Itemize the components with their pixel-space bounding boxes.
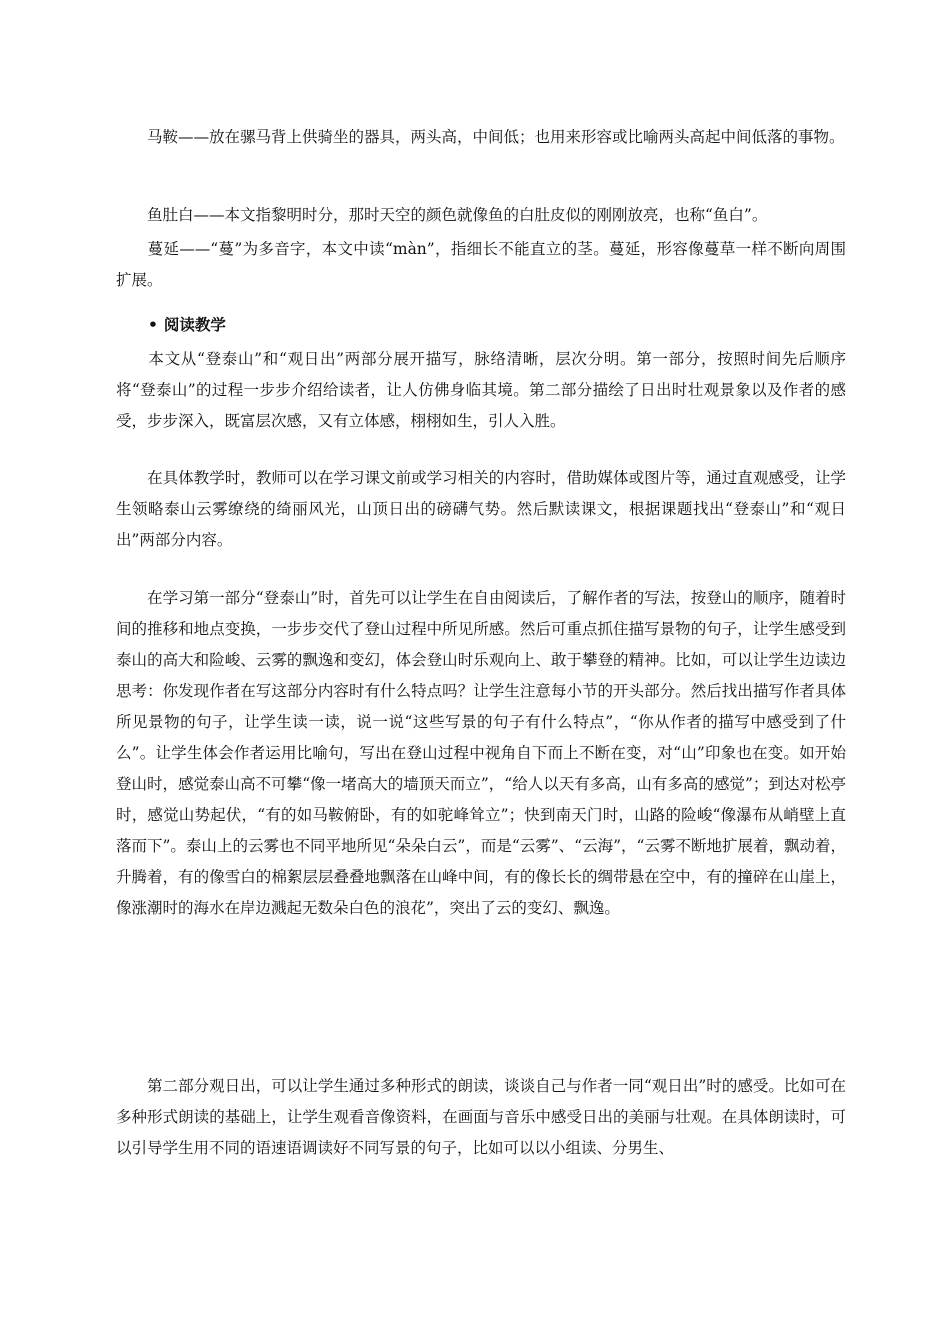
section-heading xyxy=(148,310,878,341)
bullet-icon: • xyxy=(148,316,158,334)
paragraph-teaching-method: 在具体教学时，教师可以在学习课文前或学习相关的内容时，借助媒体或图片等，通过直观感受，让学生领略泰山云雾缭绕的绮丽风光，山顶日出的磅礴气势。然后默读课文，根据课题找出“登泰山”和“观日出”两部分内容。 xyxy=(116,469,846,549)
paragraph-saddle-definition: 马鞍——放在骡马背上供骑坐的器具，两头高，中间低；也用来形容或比喻两头高起中间低落的事物。 xyxy=(116,128,845,146)
paragraph-climbing-section: 在学习第一部分“登泰山”时，首先可以让学生在自由阅读后，了解作者的写法，按登山的顺序，随着时间的推移和地点变换，一步步交代了登山过程中所见所感。然后可重点抓住描写景物的句子，让学生感受到泰山的高大和险峻、云雾的飘逸和变幻，体会登山时乐观向上、敢于攀登的精神。比如，可以让学生边读边思考：你发现作者在写这部分内容时有什么特点吗？让学生注意每小节的开头部分。然后找出描写作者具体所见景物的句子，让学生读一读，说一说“这些写景的句子有什么特点”，“你从作者的描写中感受到了什么”。让学生体会作者运用比喻句，写出在登山过程中视角自下而上不断在变，对“山”印象也在变。如开始登山时，感觉泰山高不可攀“像一堵高大的墙顶天而立”，“给人以天有多高，山有多高的感觉”；到达对松亭时，感觉山势起伏，“有的如马鞍俯卧，有的如驼峰耸立”；快到南天门时，山路的险峻“像瀑布从峭壁上直落而下”。泰山上的云雾也不同平地所见“朵朵白云”，而是“云雾”、“云海”，“云雾不断地扩展着，飘动着，升腾着，有的像雪白的棉絮层层叠叠地飘落在山峰中间，有的像长长的绸带悬在空中，有的撞碎在山崖上，像涨潮时的海水在岸边溅起无数朵白色的浪花”，突出了云的变幻、飘逸。 xyxy=(116,589,846,917)
paragraph-structure-overview: 本文从“登泰山”和“观日出”两部分展开描写，脉络清晰，层次分明。第一部分，按照时间先后顺序将“登泰山”的过程一步步介绍给读者，让人仿佛身临其境。第二部分描绘了日出时壮观景象以及作者的感受，步步深入，既富层次感，又有立体感，栩栩如生，引人入胜。 xyxy=(116,350,846,430)
paragraph-spread-definition: 蔓延——“蔓”为多音字，本文中读“màn”，指细长不能直立的茎。蔓延，形容像蔓草一样不断向周围扩展。 xyxy=(116,240,846,289)
section-heading-text: 阅读教学 xyxy=(163,316,226,334)
paragraph-fish-belly-definition: 鱼肚白——本文指黎明时分，那时天空的颜色就像鱼的白肚皮似的刚刚放亮，也称“鱼白”。 xyxy=(116,206,768,224)
paragraph-sunrise-section: 第二部分观日出，可以让学生通过多种形式的朗读，谈谈自己与作者一同“观日出”时的感受。比如可在多种形式朗读的基础上，让学生观看音像资料，在画面与音乐中感受日出的美丽与壮观。在具体朗读时，可以引导学生用不同的语速语调读好不同写景的句子，比如可以以小组读、分男生、 xyxy=(116,1077,846,1157)
